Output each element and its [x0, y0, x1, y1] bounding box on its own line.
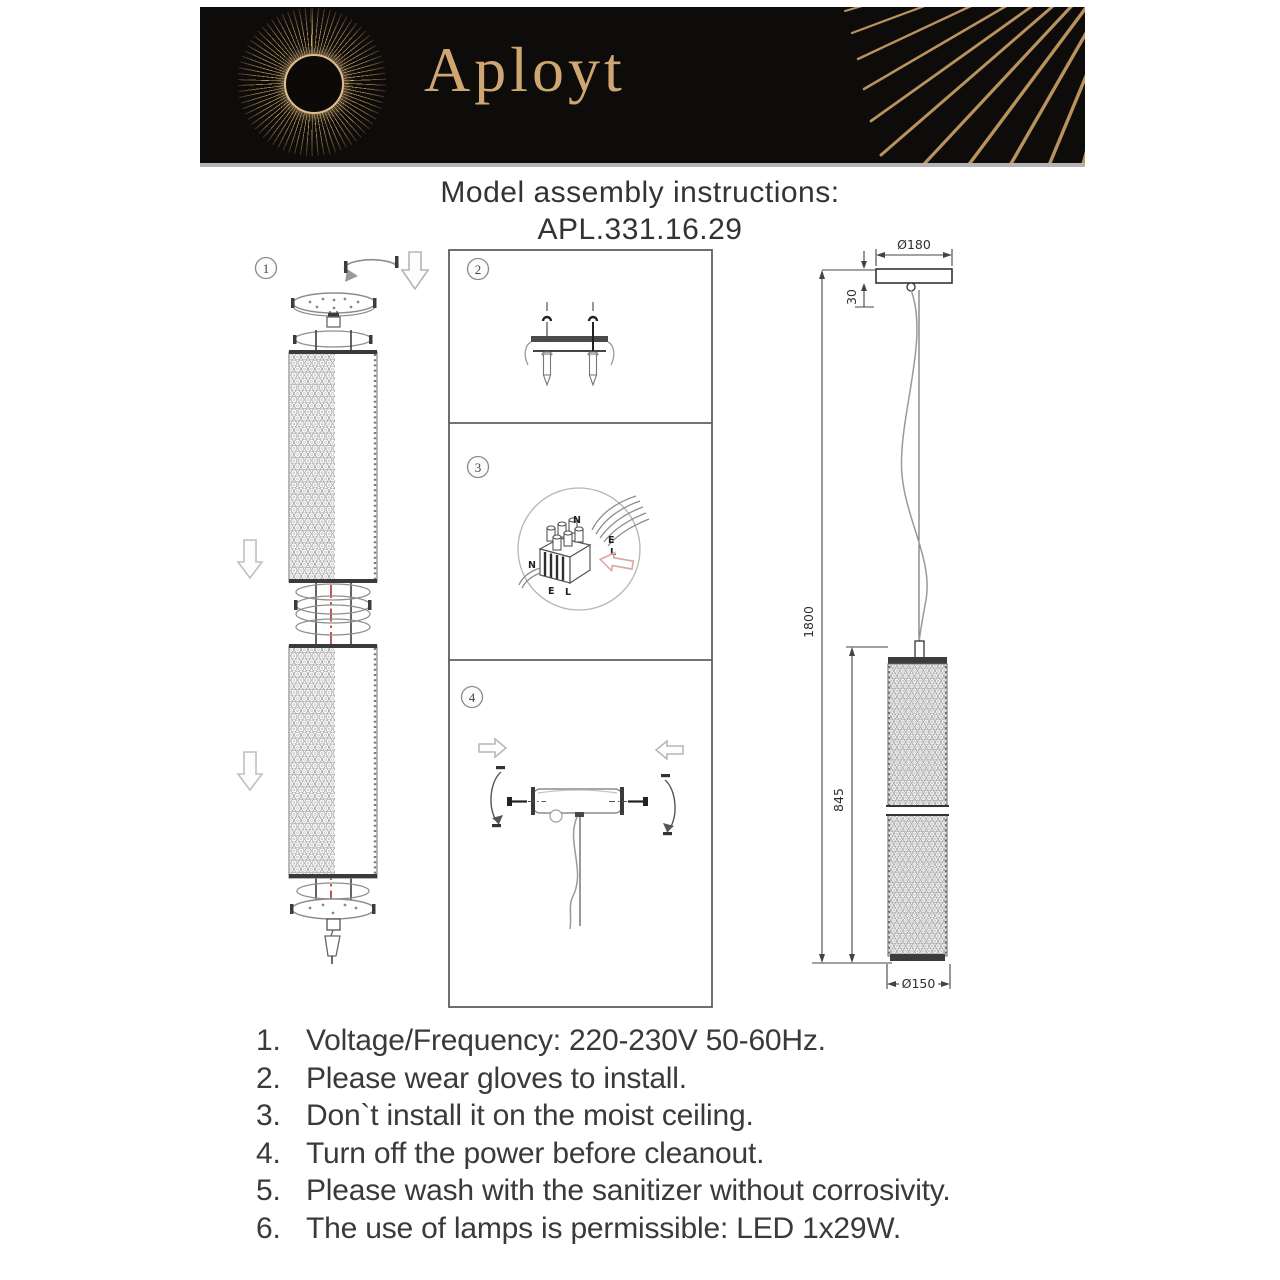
wire-label-n: N: [528, 560, 536, 571]
svg-text:Ø150: Ø150: [901, 976, 936, 991]
item-text: The use of lamps is permissible: LED 1x29W.: [306, 1211, 901, 1245]
step2-bracket: [468, 259, 614, 386]
wall-anchor-icon: [588, 352, 598, 385]
down-arrow-icon: [238, 752, 262, 790]
left-arrow-icon: [656, 741, 683, 759]
list-item: [256, 1210, 1106, 1248]
wall-anchor-icon: [542, 352, 552, 385]
down-arrow-icon: [402, 252, 428, 289]
list-item: [256, 1022, 1106, 1060]
dim-overall-height: [801, 270, 892, 963]
suspension-cable: [901, 290, 927, 644]
pendant-cable: [570, 817, 580, 929]
wire-label-e: E: [548, 586, 555, 597]
item-text: Please wear gloves to install.: [306, 1061, 687, 1095]
middle-rings: [294, 584, 372, 635]
item-text: Don`t install it on the moist ceiling.: [306, 1099, 754, 1133]
top-ring: [293, 331, 373, 347]
bottom-plug: [325, 919, 340, 964]
svg-text:30: 30: [844, 289, 859, 305]
wire-label-n: N: [573, 515, 581, 526]
bottom-plate: [290, 899, 376, 919]
step1-badge: [256, 258, 277, 279]
item-text: Voltage/Frequency: 220-230V 50-60Hz.: [306, 1024, 826, 1057]
dimension-drawing: [801, 237, 952, 991]
pendant-shade: [886, 641, 949, 961]
item-number: 3.: [256, 1099, 281, 1133]
cable-nipple: [907, 283, 915, 291]
wire-label-l: L: [610, 547, 617, 558]
dim-canopy-diameter: [876, 237, 952, 266]
item-number: 4.: [256, 1136, 281, 1170]
step3-badge: [468, 457, 489, 478]
bottom-ring: [297, 883, 369, 899]
rotate-cw-icon: [491, 766, 505, 827]
svg-text:1800: 1800: [801, 606, 816, 638]
dim-shade-diameter: [887, 964, 950, 991]
step4-canopy: [462, 687, 684, 930]
ceiling-plate: [291, 293, 377, 316]
svg-text:4: 4: [468, 690, 476, 705]
item-text: Please wash with the sanitizer without corrosivity.: [306, 1174, 951, 1208]
cord-grip: [327, 311, 340, 327]
lower-shade-cylinder: [289, 644, 377, 878]
step2-badge: [468, 259, 489, 280]
svg-text:1: 1: [262, 261, 270, 276]
item-number: 1.: [256, 1024, 281, 1057]
svg-text:2: 2: [474, 262, 482, 277]
canopy-body: [531, 787, 624, 822]
svg-text:845: 845: [831, 788, 846, 812]
insert-arrow-icon: [599, 551, 635, 574]
dim-shade-height: [831, 647, 888, 963]
screw-icon: [543, 302, 551, 338]
mounting-bar: [525, 336, 614, 365]
list-item: [256, 1097, 1106, 1135]
brand-name: Aployt: [424, 34, 626, 105]
dim-canopy-thickness: [844, 251, 874, 307]
terminal-block: [540, 518, 590, 583]
list-item: [256, 1060, 1106, 1098]
canopy-plate: [876, 269, 952, 283]
instruction-list: [256, 1022, 1106, 1248]
step4-badge: [462, 687, 483, 708]
step3-wiring: [468, 457, 650, 611]
step1-exploded-view: [238, 252, 428, 964]
svg-text:Ø180: Ø180: [897, 237, 931, 252]
rotate-ccw-icon: [661, 774, 675, 835]
item-text: Turn off the power before cleanout.: [306, 1136, 765, 1170]
item-number: 5.: [256, 1174, 281, 1208]
page-title: Model assembly instructions:: [440, 176, 840, 209]
list-item: [256, 1135, 1106, 1173]
upper-shade-cylinder: [289, 350, 377, 583]
model-number: APL.331.16.29: [537, 213, 743, 246]
rotate-arrow-icon: [344, 256, 399, 282]
down-arrow-icon: [238, 540, 262, 578]
item-number: 6.: [256, 1211, 281, 1245]
svg-text:3: 3: [474, 460, 482, 475]
wire-label-l: L: [565, 587, 572, 598]
list-item: [256, 1172, 1106, 1210]
item-number: 2.: [256, 1061, 281, 1095]
wire-label-e: E: [608, 535, 615, 546]
right-arrow-icon: [479, 739, 506, 757]
